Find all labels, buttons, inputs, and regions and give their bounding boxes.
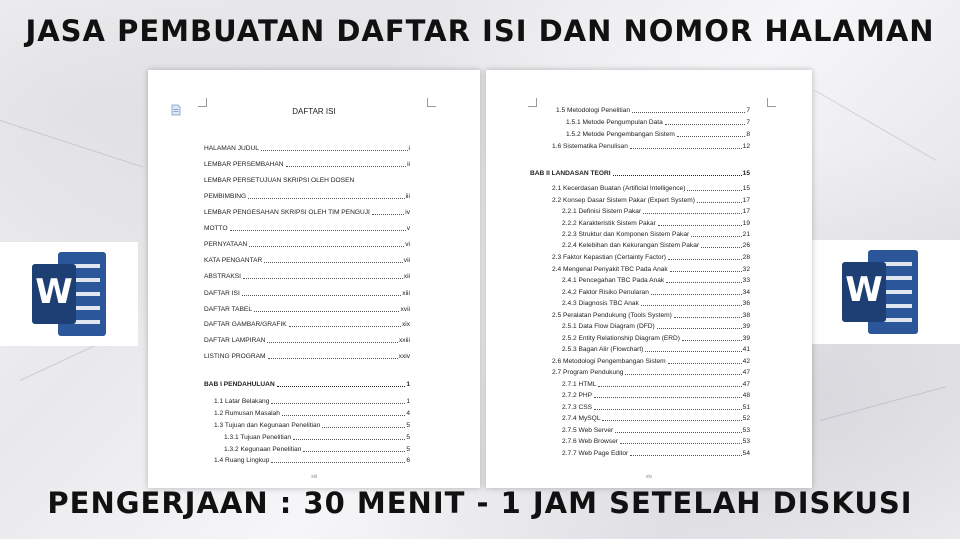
toc-entry-label: 1.3.1 Tujuan Penelitian bbox=[224, 434, 292, 441]
toc-entry-page-number: 5 bbox=[406, 434, 410, 441]
toc-entry bbox=[552, 143, 750, 150]
toc-entry-label: 2.3 Faktor Kepastian (Certainty Factor) bbox=[552, 254, 666, 261]
toc-entry bbox=[566, 131, 750, 138]
toc-entry-label: DAFTAR LAMPIRAN bbox=[204, 337, 266, 344]
marble-vein bbox=[820, 386, 946, 421]
toc-entry-label: DAFTAR TABEL bbox=[204, 306, 252, 313]
word-icon bbox=[0, 242, 138, 346]
toc-entry-label: DAFTAR ISI bbox=[204, 290, 240, 297]
toc-leader-dots bbox=[268, 357, 398, 359]
margin-corner-mark bbox=[198, 98, 207, 107]
toc-leader-dots bbox=[289, 325, 401, 327]
toc-entry-label: HALAMAN JUDUL bbox=[204, 145, 259, 152]
page-number: xiv bbox=[645, 474, 653, 480]
toc-entry-label: 2.2.4 Kelebihan dan Kekurangan Sistem Pakar bbox=[562, 242, 700, 249]
toc-entry-page-number: 53 bbox=[742, 427, 750, 434]
toc-entry bbox=[552, 197, 750, 204]
toc-leader-dots bbox=[271, 461, 405, 463]
toc-leader-dots bbox=[677, 135, 745, 137]
toc-leader-dots bbox=[665, 123, 746, 125]
toc-entry-label: 2.4.2 Faktor Risiko Penularan bbox=[562, 289, 649, 296]
toc-entry bbox=[214, 422, 410, 429]
toc-entry-page-number: 34 bbox=[742, 289, 750, 296]
toc-leader-dots bbox=[271, 402, 405, 404]
toc-entry-label: PERNYATAAN bbox=[204, 241, 248, 248]
toc-entry-page-number: 17 bbox=[742, 197, 750, 204]
toc-entry-label: 1.3 Tujuan dan Kegunaan Penelitian bbox=[214, 422, 321, 429]
toc-entry-page-number: 41 bbox=[742, 346, 750, 353]
toc-entry-label: 2.7.5 Web Server bbox=[562, 427, 614, 434]
toc-leader-dots bbox=[249, 245, 404, 247]
toc-entry-label: 2.2.1 Definisi Sistem Pakar bbox=[562, 208, 642, 215]
toc-entry bbox=[562, 220, 750, 227]
toc-entry-page-number: v bbox=[406, 225, 410, 232]
toc-entry bbox=[562, 404, 750, 411]
margin-corner-mark bbox=[427, 98, 436, 107]
toc-entry-page-number: 5 bbox=[406, 422, 410, 429]
toc-leader-dots bbox=[282, 414, 405, 416]
toc-entry-page-number: 32 bbox=[742, 266, 750, 273]
toc-leader-dots bbox=[286, 165, 407, 167]
toc-entry-page-number: 4 bbox=[406, 410, 410, 417]
toc-leader-dots bbox=[230, 229, 406, 231]
toc-entry-label: 2.2 Konsep Dasar Sistem Pakar (Expert System) bbox=[552, 197, 695, 204]
toc-entry-page-number: 39 bbox=[742, 335, 750, 342]
toc-entry-label: ABSTRAKSI bbox=[204, 273, 242, 280]
toc-entry bbox=[204, 381, 410, 388]
toc-entry bbox=[552, 266, 750, 273]
toc-entry-label: 2.4 Mengenal Penyakit TBC Pada Anak bbox=[552, 266, 668, 273]
toc-entry-label: 1.1 Latar Belakang bbox=[214, 398, 270, 405]
toc-entry-page-number: 28 bbox=[742, 254, 750, 261]
toc-entry-label: 2.7.1 HTML bbox=[562, 381, 597, 388]
toc-entry-label: LISTING PROGRAM bbox=[204, 353, 266, 360]
toc-leader-dots bbox=[372, 213, 404, 215]
toc-leader-dots bbox=[261, 149, 408, 151]
word-icon-letter: W bbox=[35, 272, 73, 312]
toc-entry-label: LEMBAR PENGESAHAN SKRIPSI OLEH TIM PENGUJI bbox=[204, 209, 370, 216]
toc-leader-dots bbox=[670, 270, 742, 272]
toc-entry-page-number: 15 bbox=[742, 185, 750, 192]
toc-entry bbox=[552, 369, 750, 376]
toc-leader-dots bbox=[645, 350, 741, 352]
toc-entry-page-number: 7 bbox=[746, 107, 750, 114]
toc-entry bbox=[552, 254, 750, 261]
toc-leader-dots bbox=[303, 450, 405, 452]
toc-leader-dots bbox=[620, 442, 742, 444]
toc-leader-dots bbox=[674, 316, 742, 318]
toc-entry-page-number: xvii bbox=[400, 306, 410, 313]
toc-leader-dots bbox=[630, 454, 741, 456]
toc-entry bbox=[204, 306, 410, 313]
toc-leader-dots bbox=[267, 341, 398, 343]
toc-entry-page-number: 53 bbox=[742, 438, 750, 445]
toc-entry-page-number: 51 bbox=[742, 404, 750, 411]
toc-entry-label: 2.7.4 MySQL bbox=[562, 415, 601, 422]
toc-leader-dots bbox=[701, 246, 742, 248]
toc-entry bbox=[562, 335, 750, 342]
top-title: JASA PEMBUATAN DAFTAR ISI DAN NOMOR HALAMAN bbox=[25, 14, 935, 48]
toc-entry-label: 1.5.2 Metode Pengembangan Sistem bbox=[566, 131, 675, 138]
toc-entry-label: 2.7.6 Web Browser bbox=[562, 438, 618, 445]
toc-entry-page-number: 26 bbox=[742, 242, 750, 249]
toc-entry-page-number: vii bbox=[403, 257, 410, 264]
toc-entry-page-number: 17 bbox=[742, 208, 750, 215]
toc-entry bbox=[204, 241, 410, 248]
toc-entry-label: LEMBAR PERSEMBAHAN bbox=[204, 161, 284, 168]
toc-entry-label: 2.5.3 Bagan Alir (Flowchart) bbox=[562, 346, 644, 353]
toc-entry bbox=[562, 242, 750, 249]
toc-entry-page-number: 38 bbox=[742, 312, 750, 319]
toc-entry-page-number: xiii bbox=[402, 290, 410, 297]
page-number: xiii bbox=[311, 474, 317, 480]
toc-entry bbox=[204, 273, 410, 280]
margin-corner-mark bbox=[528, 98, 537, 107]
toc-entry bbox=[562, 323, 750, 330]
toc-entry bbox=[530, 170, 750, 177]
toc-entry-label: 2.7.2 PHP bbox=[562, 392, 593, 399]
toc-entry-label: 2.2.2 Karakteristik Sistem Pakar bbox=[562, 220, 656, 227]
toc-leader-dots bbox=[630, 147, 742, 149]
toc-entry-page-number: 6 bbox=[406, 457, 410, 464]
toc-entry-page-number: xix bbox=[401, 321, 410, 328]
toc-entry-page-number: iii bbox=[405, 193, 410, 200]
toc-entry bbox=[224, 434, 410, 441]
toc-leader-dots bbox=[668, 362, 742, 364]
toc-leader-dots bbox=[687, 189, 741, 191]
toc-entry-page-number: 36 bbox=[742, 300, 750, 307]
toc-entry bbox=[562, 438, 750, 445]
document-page-right bbox=[486, 70, 812, 488]
toc-entry-label: 1.3.2 Kegunaan Penelitian bbox=[224, 446, 302, 453]
toc-leader-dots bbox=[615, 431, 741, 433]
toc-leader-dots bbox=[682, 339, 742, 341]
toc-entry bbox=[562, 415, 750, 422]
toc-entry bbox=[204, 145, 410, 152]
word-icon bbox=[806, 240, 960, 344]
toc-entry-page-number: 1 bbox=[406, 398, 410, 405]
toc-entry-page-number: 1 bbox=[406, 381, 410, 388]
toc-entry bbox=[204, 321, 410, 328]
toc-entry-label: KATA PENGANTAR bbox=[204, 257, 263, 264]
toc-leader-dots bbox=[666, 281, 741, 283]
toc-entry-label: 2.4.1 Pencegahan TBC Pada Anak bbox=[562, 277, 665, 284]
toc-entry bbox=[562, 289, 750, 296]
toc-entry bbox=[214, 457, 410, 464]
toc-entry bbox=[204, 257, 410, 264]
toc-entry bbox=[562, 381, 750, 388]
toc-leader-dots bbox=[658, 224, 742, 226]
toc-entry bbox=[204, 177, 410, 184]
toc-leader-dots bbox=[594, 396, 742, 398]
toc-entry bbox=[562, 300, 750, 307]
toc-entry bbox=[562, 450, 750, 457]
toc-entry-page-number: 8 bbox=[746, 131, 750, 138]
toc-entry-label: 2.7 Program Pendukung bbox=[552, 369, 624, 376]
toc-entry-label: 2.4.3 Diagnosis TBC Anak bbox=[562, 300, 639, 307]
toc-entry-page-number: vi bbox=[405, 241, 410, 248]
toc-entry bbox=[562, 427, 750, 434]
toc-leader-dots bbox=[598, 385, 741, 387]
toc-leader-dots bbox=[625, 373, 741, 375]
toc-entry-page-number: 47 bbox=[742, 369, 750, 376]
toc-leader-dots bbox=[697, 201, 742, 203]
toc-leader-dots bbox=[632, 111, 745, 113]
bottom-title: PENGERJAAN : 30 MENIT - 1 JAM SETELAH DISKUSI bbox=[47, 486, 913, 520]
toc-entry-label: PEMBIMBING bbox=[204, 193, 247, 200]
document-page-left bbox=[148, 70, 480, 488]
toc-leader-dots bbox=[643, 212, 741, 214]
toc-leader-dots bbox=[254, 310, 399, 312]
toc-entry-label: 2.1 Kecerdasan Buatan (Artificial Intelligence) bbox=[552, 185, 686, 192]
toc-leader-dots bbox=[322, 426, 405, 428]
toc-entry bbox=[204, 161, 410, 168]
toc-leader-dots bbox=[264, 261, 403, 263]
toc-heading: DAFTAR ISI bbox=[292, 107, 336, 116]
toc-entry-label: 2.5.2 Entity Relationship Diagram (ERD) bbox=[562, 335, 681, 342]
margin-corner-mark bbox=[767, 98, 776, 107]
toc-entry-label: 1.5 Metodologi Penelitian bbox=[556, 107, 631, 114]
toc-entry bbox=[204, 225, 410, 232]
toc-entry-page-number: 42 bbox=[742, 358, 750, 365]
toc-entry-page-number: 54 bbox=[742, 450, 750, 457]
toc-entry bbox=[204, 337, 410, 344]
toc-entry bbox=[562, 208, 750, 215]
marble-vein bbox=[815, 90, 937, 161]
toc-entry-label: 2.5 Peralatan Pendukung (Tools System) bbox=[552, 312, 672, 319]
toc-entry bbox=[562, 346, 750, 353]
toc-entry bbox=[204, 209, 410, 216]
toc-entry bbox=[552, 185, 750, 192]
toc-entry-page-number: ii bbox=[407, 161, 410, 168]
toc-entry-page-number: 15 bbox=[742, 170, 750, 177]
word-icon-letter: W bbox=[845, 270, 883, 310]
toc-entry-page-number: xii bbox=[403, 273, 410, 280]
toc-leader-dots bbox=[613, 174, 742, 176]
toc-entry-label: 2.5.1 Data Flow Diagram (DFD) bbox=[562, 323, 655, 330]
toc-leader-dots bbox=[242, 294, 402, 296]
toc-entry-page-number: 33 bbox=[742, 277, 750, 284]
toc-entry bbox=[552, 312, 750, 319]
toc-entry-page-number: 21 bbox=[742, 231, 750, 238]
toc-entry-label: 2.7.3 CSS bbox=[562, 404, 593, 411]
toc-entry bbox=[214, 398, 410, 405]
toc-entry bbox=[552, 358, 750, 365]
toc-leader-dots bbox=[602, 419, 741, 421]
toc-entry-page-number: xxiii bbox=[399, 337, 410, 344]
toc-entry-page-number: 52 bbox=[742, 415, 750, 422]
toc-leader-dots bbox=[651, 293, 742, 295]
toc-entry bbox=[556, 107, 750, 114]
toc-entry-label: 2.6 Metodologi Pengembangan Sistem bbox=[552, 358, 666, 365]
toc-entry bbox=[562, 231, 750, 238]
toc-entry-label: BAB I PENDAHULUAN bbox=[204, 381, 275, 388]
toc-entry-page-number: 47 bbox=[742, 381, 750, 388]
toc-entry-page-number: 5 bbox=[406, 446, 410, 453]
toc-entry-label: LEMBAR PERSETUJUAN SKRIPSI OLEH DOSEN bbox=[204, 177, 355, 184]
toc-leader-dots bbox=[293, 438, 405, 440]
toc-entry bbox=[204, 193, 410, 200]
marble-vein bbox=[0, 120, 143, 167]
toc-entry bbox=[562, 277, 750, 284]
toc-leader-dots bbox=[657, 327, 742, 329]
toc-entry-page-number: i bbox=[408, 145, 410, 152]
toc-entry bbox=[214, 410, 410, 417]
toc-entry-label: 2.7.7 Web Page Editor bbox=[562, 450, 629, 457]
toc-entry-page-number: 48 bbox=[742, 392, 750, 399]
toc-leader-dots bbox=[277, 385, 406, 387]
toc-leader-dots bbox=[691, 235, 741, 237]
toc-entry-page-number: 12 bbox=[742, 143, 750, 150]
toc-entry bbox=[562, 392, 750, 399]
toc-entry-label: MOTTO bbox=[204, 225, 228, 232]
toc-leader-dots bbox=[594, 408, 742, 410]
toc-entry-page-number: 7 bbox=[746, 119, 750, 126]
toc-entry-label: 2.2.3 Struktur dan Komponen Sistem Pakar bbox=[562, 231, 690, 238]
toc-entry-label: DAFTAR GAMBAR/GRAFIK bbox=[204, 321, 287, 328]
toc-leader-dots bbox=[243, 277, 403, 279]
toc-entry-label: 1.5.1 Metode Pengumpulan Data bbox=[566, 119, 663, 126]
toc-entry bbox=[204, 290, 410, 297]
toc-entry bbox=[566, 119, 750, 126]
toc-entry-label: BAB II LANDASAN TEORI bbox=[530, 170, 611, 177]
toc-leader-dots bbox=[668, 258, 742, 260]
toc-leader-dots bbox=[641, 304, 742, 306]
toc-entry-label: 1.6 Sistematika Penulisan bbox=[552, 143, 628, 150]
toc-entry bbox=[224, 446, 410, 453]
toc-entry-page-number: 39 bbox=[742, 323, 750, 330]
toc-entry-label: 1.2 Rumusan Masalah bbox=[214, 410, 280, 417]
toc-entry-page-number: 19 bbox=[742, 220, 750, 227]
toc-entry-page-number: xxiv bbox=[398, 353, 410, 360]
toc-entry-label: 1.4 Ruang Lingkup bbox=[214, 457, 270, 464]
toc-entry bbox=[204, 353, 410, 360]
toc-entry-page-number: iv bbox=[405, 209, 410, 216]
toc-leader-dots bbox=[248, 197, 404, 199]
